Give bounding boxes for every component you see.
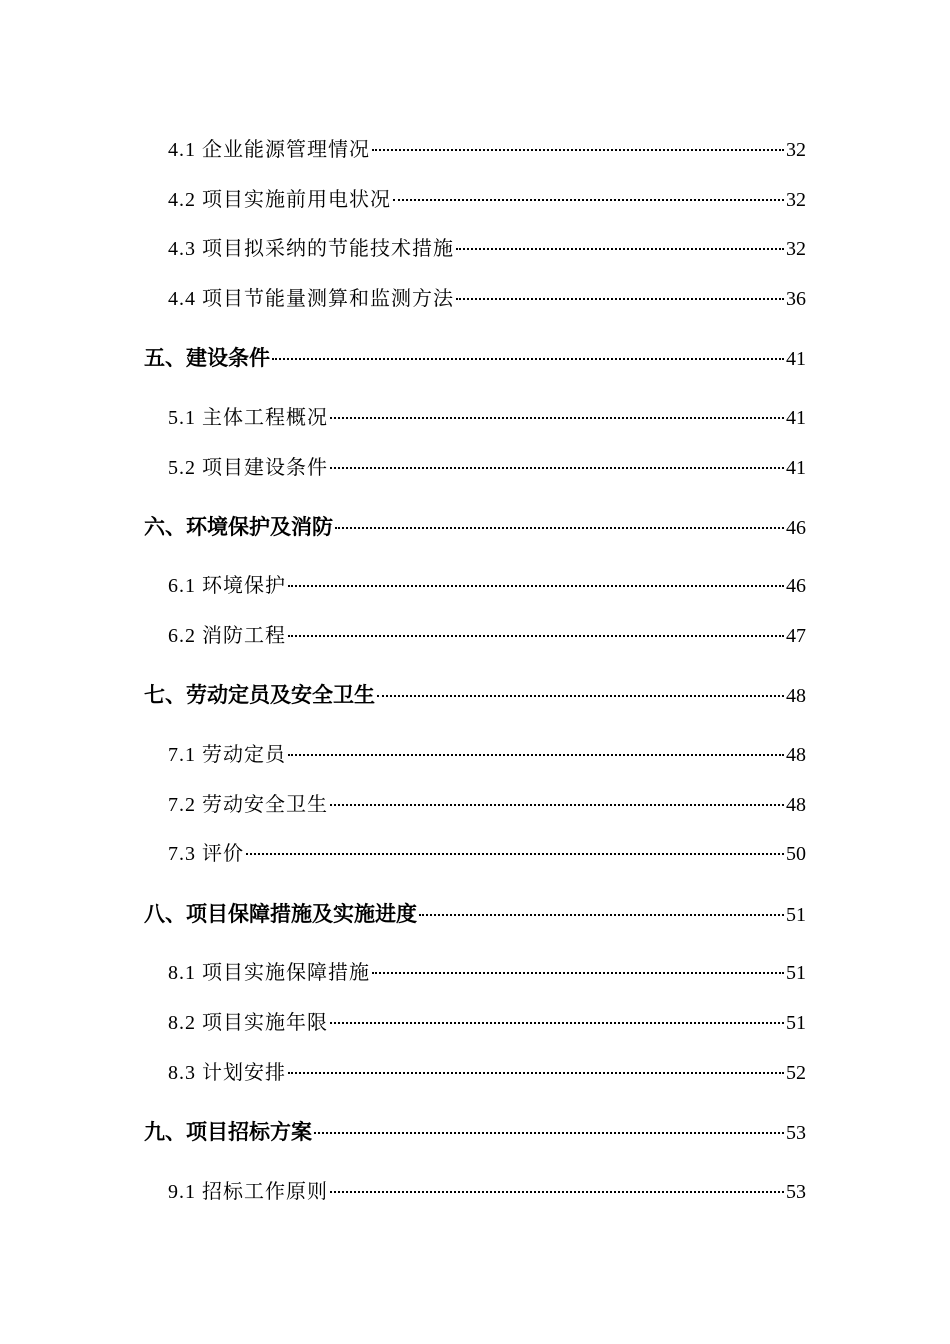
toc-entry-label: 4.4 项目节能量测算和监测方法 bbox=[168, 288, 454, 310]
toc-entry-label: 7.2 劳动安全卫生 bbox=[168, 794, 328, 816]
toc-dot-leader bbox=[456, 248, 784, 250]
toc-entry-5-2[interactable] bbox=[168, 453, 806, 483]
toc-entry-label: 8.1 项目实施保障措施 bbox=[168, 962, 370, 984]
toc-dot-leader bbox=[372, 149, 784, 151]
toc-entry-8-1[interactable] bbox=[168, 958, 806, 988]
toc-page-number: 46 bbox=[786, 575, 806, 597]
toc-page-number: 32 bbox=[786, 139, 806, 161]
toc-dot-leader bbox=[456, 298, 784, 300]
toc-dot-leader bbox=[330, 804, 784, 806]
toc-dot-leader bbox=[330, 417, 784, 419]
toc-page-number: 41 bbox=[786, 457, 806, 479]
toc-page-number: 36 bbox=[786, 288, 806, 310]
toc-page-number: 51 bbox=[786, 904, 806, 926]
toc-page-number: 53 bbox=[786, 1122, 806, 1144]
toc-entry-label: 9.1 招标工作原则 bbox=[168, 1181, 328, 1203]
toc-chapter-label: 八、项目保障措施及实施进度 bbox=[144, 902, 417, 926]
toc-page-number: 48 bbox=[786, 744, 806, 766]
toc-dot-leader bbox=[288, 1072, 784, 1074]
toc-dot-leader bbox=[377, 695, 784, 697]
toc-dot-leader bbox=[330, 467, 784, 469]
toc-page-number: 48 bbox=[786, 794, 806, 816]
toc-page-number: 53 bbox=[786, 1181, 806, 1203]
toc-entry-7-1[interactable] bbox=[168, 740, 806, 770]
toc-entry-4-2[interactable] bbox=[168, 185, 806, 215]
toc-entry-label: 4.2 项目实施前用电状况 bbox=[168, 189, 391, 211]
toc-chapter-label: 七、劳动定员及安全卫生 bbox=[144, 683, 375, 707]
toc-dot-leader bbox=[419, 914, 784, 916]
toc-page-number: 51 bbox=[786, 962, 806, 984]
toc-page-number: 41 bbox=[786, 348, 806, 370]
toc-chapter-label: 五、建设条件 bbox=[144, 346, 270, 370]
toc-dot-leader bbox=[393, 199, 784, 201]
toc-entry-label: 6.2 消防工程 bbox=[168, 625, 286, 647]
toc-entry-label: 5.2 项目建设条件 bbox=[168, 457, 328, 479]
toc-dot-leader bbox=[288, 635, 784, 637]
toc-page-number: 41 bbox=[786, 407, 806, 429]
toc-page-number: 32 bbox=[786, 189, 806, 211]
toc-page-number: 46 bbox=[786, 517, 806, 539]
toc-entry-4-3[interactable] bbox=[168, 234, 806, 264]
toc-entry-5-1[interactable] bbox=[168, 403, 806, 433]
toc-dot-leader bbox=[288, 585, 784, 587]
toc-entry-label: 4.1 企业能源管理情况 bbox=[168, 139, 370, 161]
toc-entry-6-1[interactable] bbox=[168, 571, 806, 601]
toc-page-number: 51 bbox=[786, 1012, 806, 1034]
toc-entry-7-3[interactable] bbox=[168, 839, 806, 869]
toc-entry-label: 4.3 项目拟采纳的节能技术措施 bbox=[168, 238, 454, 260]
toc-dot-leader bbox=[335, 527, 784, 529]
toc-entry-label: 6.1 环境保护 bbox=[168, 575, 286, 597]
toc-dot-leader bbox=[314, 1132, 784, 1134]
toc-chapter-9[interactable] bbox=[144, 1117, 806, 1147]
toc-entry-9-1[interactable] bbox=[168, 1177, 806, 1207]
toc-entry-label: 7.3 评价 bbox=[168, 843, 244, 865]
toc-dot-leader bbox=[246, 853, 784, 855]
toc-entry-label: 7.1 劳动定员 bbox=[168, 744, 286, 766]
toc-dot-leader bbox=[288, 754, 784, 756]
toc-page-number: 52 bbox=[786, 1062, 806, 1084]
toc-chapter-5[interactable] bbox=[144, 343, 806, 373]
toc-dot-leader bbox=[330, 1022, 784, 1024]
toc-entry-6-2[interactable] bbox=[168, 621, 806, 651]
toc-chapter-8[interactable] bbox=[144, 899, 806, 929]
toc-entry-label: 8.2 项目实施年限 bbox=[168, 1012, 328, 1034]
toc-entry-4-1[interactable] bbox=[168, 135, 806, 165]
toc-entry-8-3[interactable] bbox=[168, 1058, 806, 1088]
toc-entry-label: 5.1 主体工程概况 bbox=[168, 407, 328, 429]
toc-page-number: 48 bbox=[786, 685, 806, 707]
toc-dot-leader bbox=[372, 972, 784, 974]
toc-entry-7-2[interactable] bbox=[168, 790, 806, 820]
toc-entry-8-2[interactable] bbox=[168, 1008, 806, 1038]
toc-page-number: 50 bbox=[786, 843, 806, 865]
toc-page-number: 47 bbox=[786, 625, 806, 647]
toc-chapter-6[interactable] bbox=[144, 512, 806, 542]
toc-chapter-label: 六、环境保护及消防 bbox=[144, 515, 333, 539]
toc-entry-label: 8.3 计划安排 bbox=[168, 1062, 286, 1084]
toc-chapter-7[interactable] bbox=[144, 680, 806, 710]
toc-entry-4-4[interactable] bbox=[168, 284, 806, 314]
toc-chapter-label: 九、项目招标方案 bbox=[144, 1120, 312, 1144]
toc-dot-leader bbox=[330, 1191, 784, 1193]
toc-dot-leader bbox=[272, 358, 784, 360]
toc-page-number: 32 bbox=[786, 238, 806, 260]
